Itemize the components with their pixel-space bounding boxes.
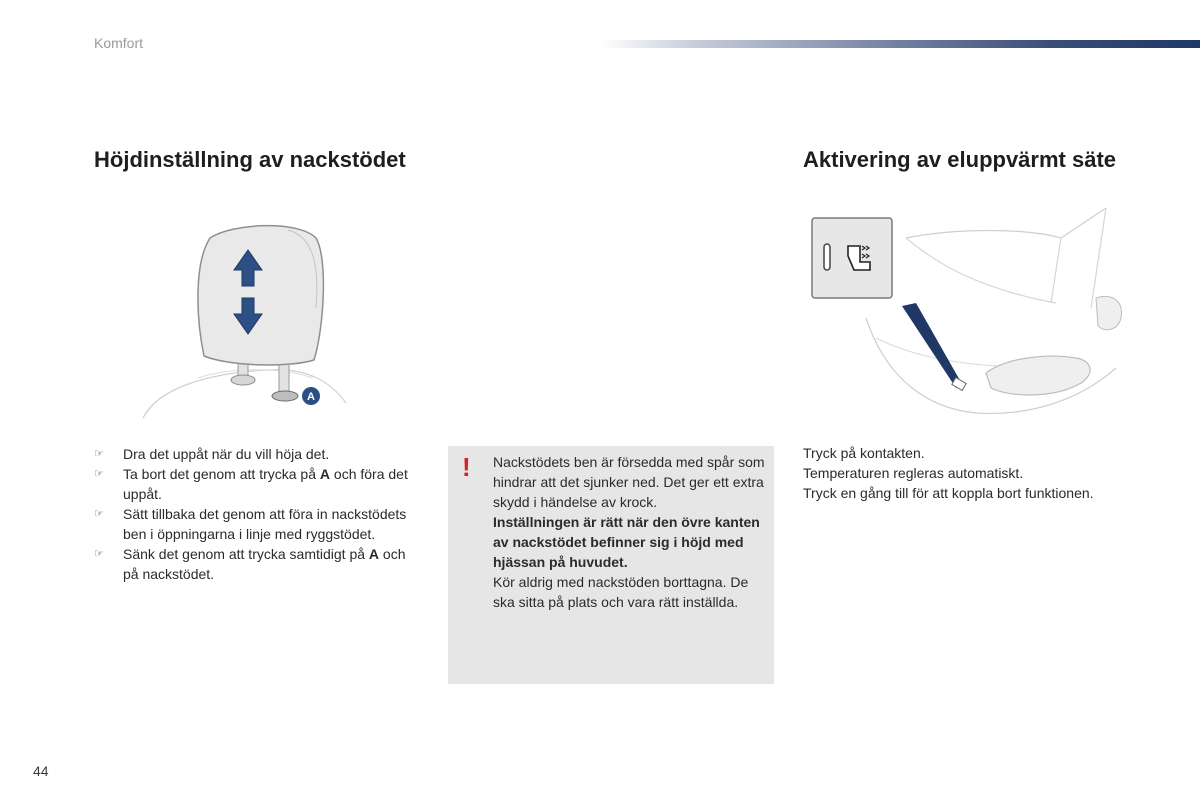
warning-paragraph: Nackstödets ben är försedda med spår som hindrar att det sjunker ned. Det ger ett extra skydd i händelse av krock. — [493, 454, 765, 510]
hand-pointer-icon: ☞ — [94, 448, 104, 460]
svg-text:A: A — [307, 391, 315, 403]
instruction-line: Tryck en gång till för att koppla bort funktionen. — [803, 485, 1094, 501]
instruction-line: Temperaturen regleras automatiskt. — [803, 465, 1024, 481]
hand-pointer-icon: ☞ — [94, 468, 104, 480]
page-number: 44 — [33, 763, 49, 779]
section-label: Komfort — [94, 35, 144, 51]
list-item: ☞ Sätt tillbaka det genom att föra in nackstödets ben i öppningarna i linje med ryggstödet. — [94, 506, 407, 542]
warning-box — [448, 446, 774, 684]
header-gradient-bar — [600, 40, 1200, 48]
heated-seat-instructions — [803, 443, 1143, 503]
seat-heater-switch — [812, 218, 892, 298]
list-item: ☞ Ta bort det genom att trycka på A och föra det uppåt. — [94, 466, 408, 502]
list-item: ☞ Dra det uppåt när du vill höja det. — [94, 446, 330, 462]
heated-seat-title: Aktivering av eluppvärmt säte — [803, 147, 1117, 172]
list-item: ☞ Sänk det genom att trycka samtidigt på A och på nackstödet. — [94, 546, 406, 582]
headrest-illustration — [138, 218, 348, 430]
warning-exclamation-icon: ! — [462, 452, 471, 482]
hand-pointer-icon: ☞ — [94, 548, 104, 560]
headrest-instructions — [94, 444, 424, 584]
hand-pointer-icon: ☞ — [94, 508, 104, 520]
instruction-line: Tryck på kontakten. — [803, 445, 925, 461]
warning-bold-paragraph: Inställningen är rätt när den övre kanten av nackstödet befinner sig i höjd med hjässan på huvudet. — [493, 514, 760, 570]
headrest-title: Höjdinställning av nackstödet — [94, 147, 406, 172]
warning-paragraph: Kör aldrig med nackstöden borttagna. De ska sitta på plats och vara rätt inställda. — [493, 574, 749, 610]
release-button-marker — [302, 387, 320, 405]
heated-seat-illustration — [806, 208, 1136, 418]
warning-text — [493, 452, 767, 612]
